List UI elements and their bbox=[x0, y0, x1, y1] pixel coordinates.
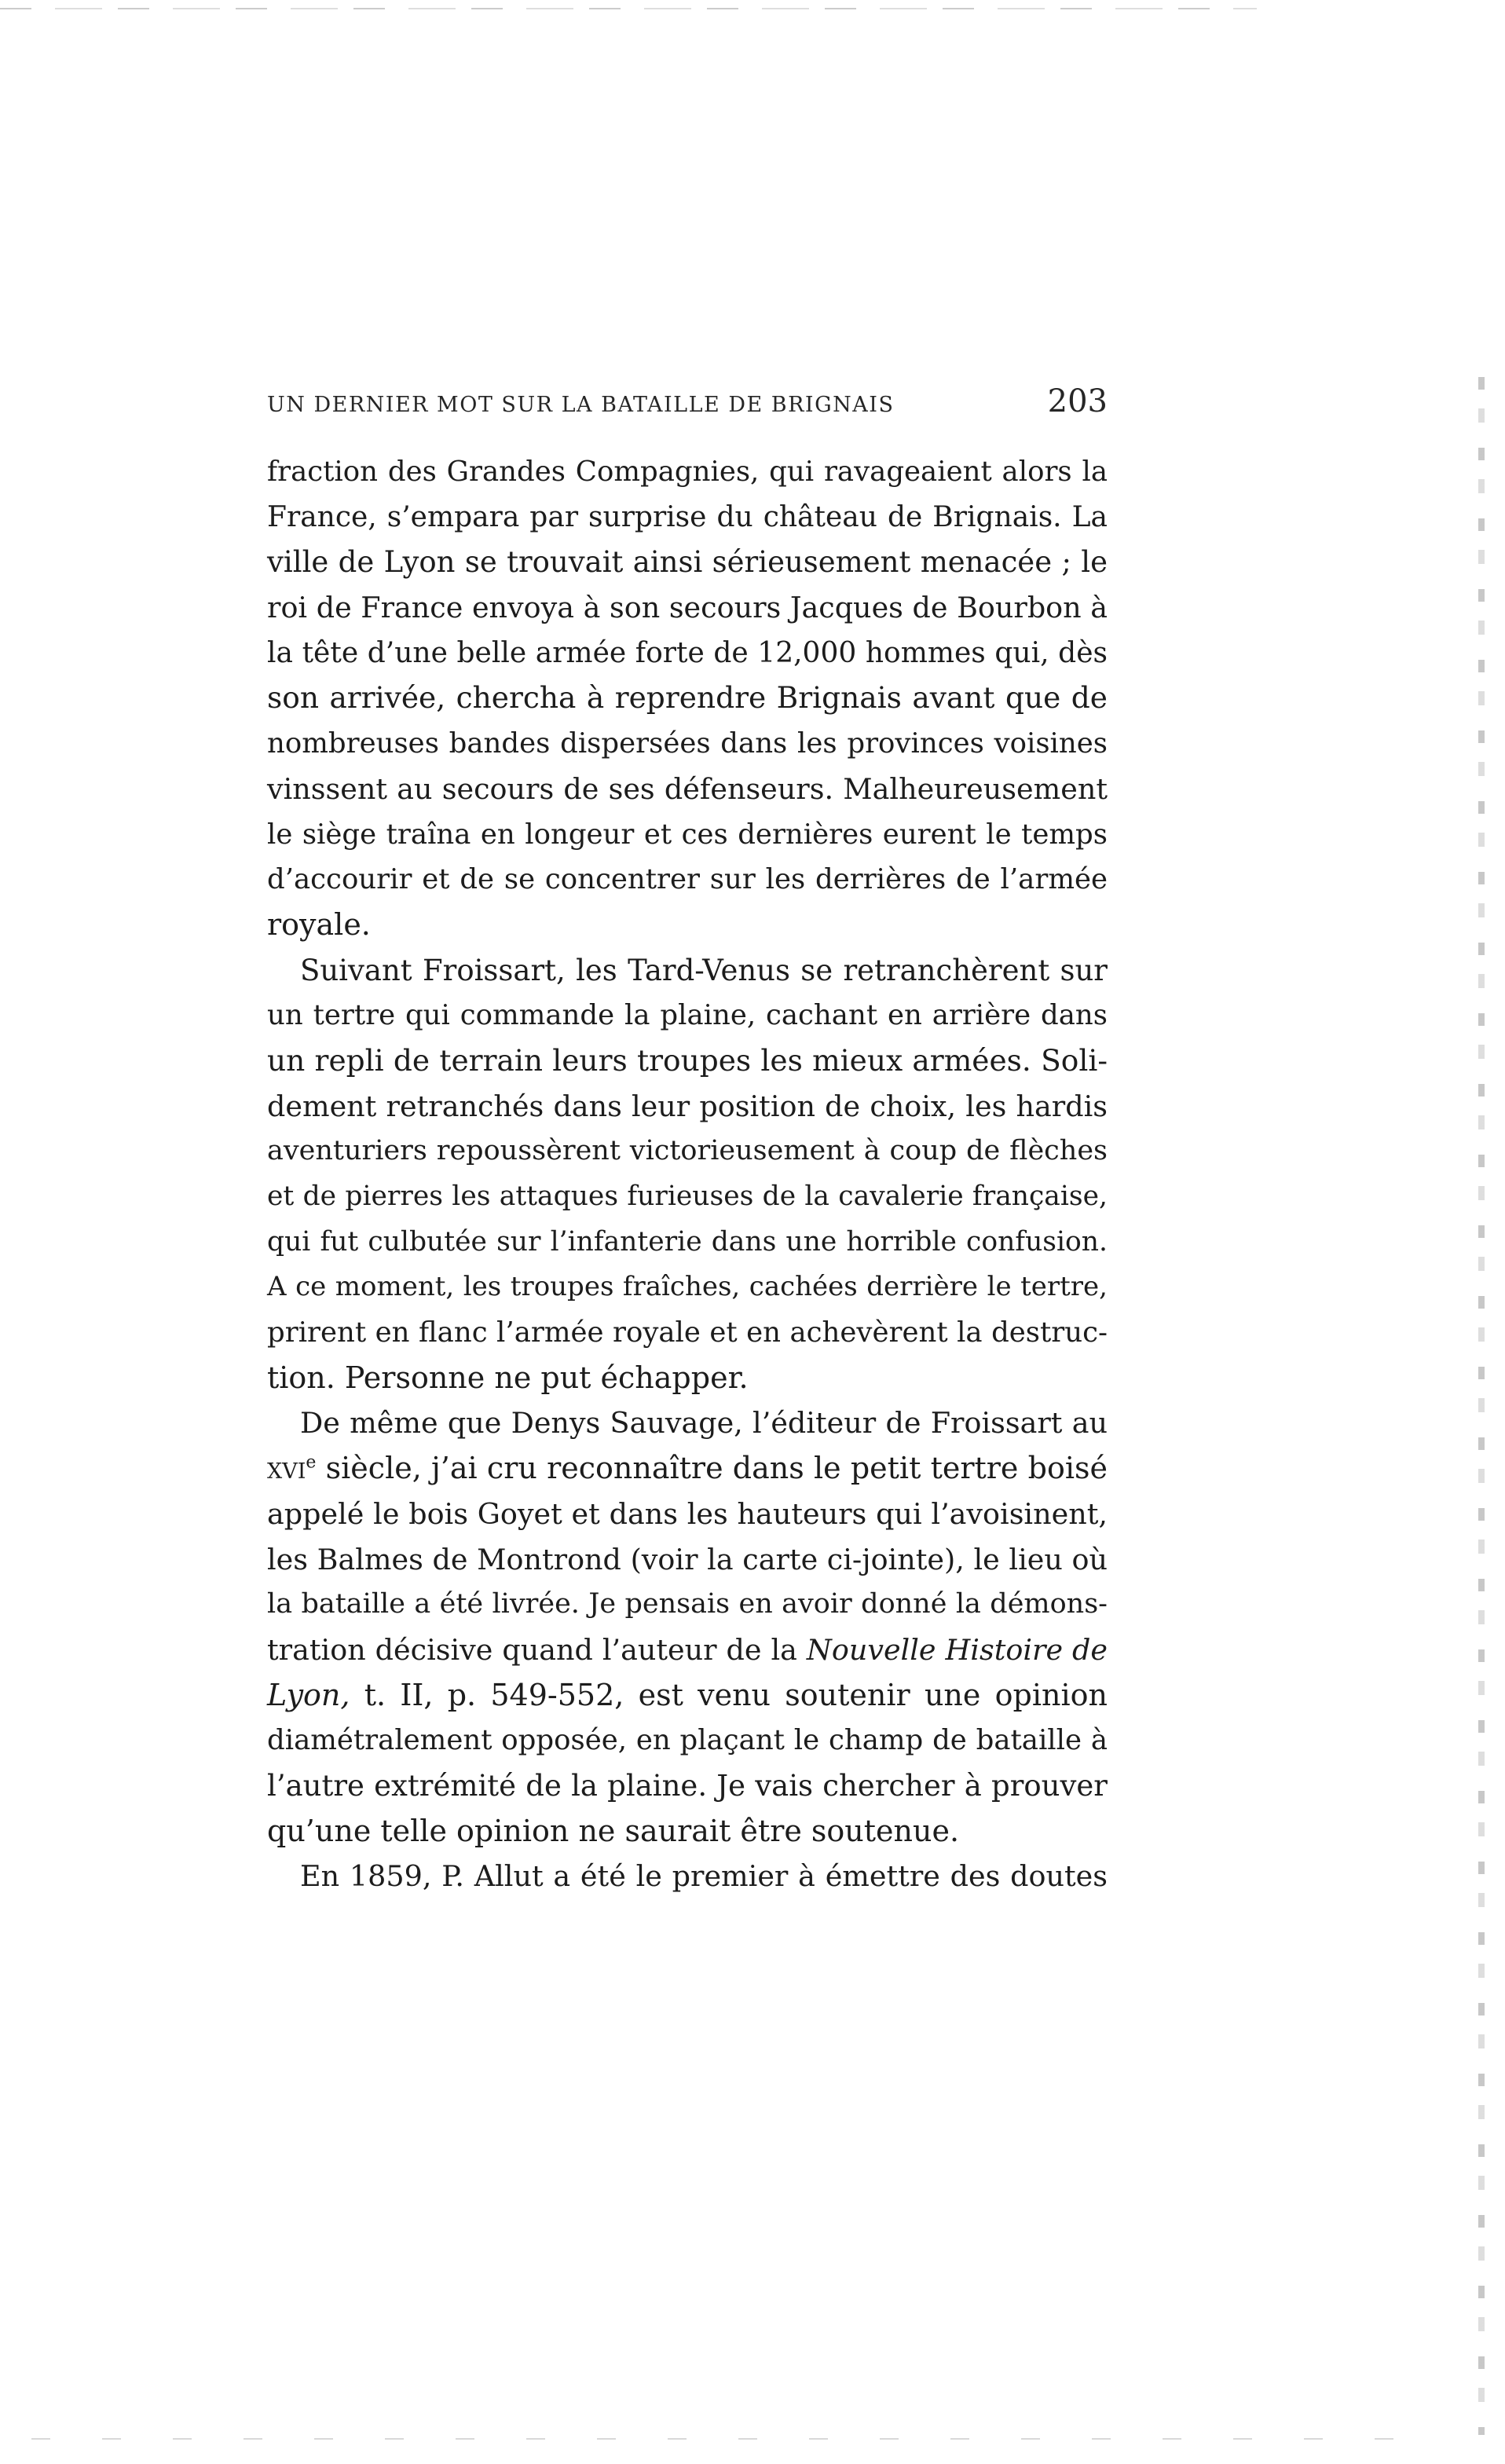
text-line: un tertre qui commande la plaine, cachant en arrière dans bbox=[267, 999, 1108, 1032]
running-title: UN DERNIER MOT SUR LA BATAILLE DE BRIGNAIS bbox=[267, 393, 895, 417]
text-line: d’accourir et de se concentrer sur les derrières de l’armée bbox=[267, 863, 1108, 896]
text-line: le siège traîna en longeur et ces dernières eurent le temps bbox=[267, 818, 1108, 851]
text-line: fraction des Grandes Compagnies, qui ravageaient alors la bbox=[267, 456, 1108, 488]
text-line: De même que Denys Sauvage, l’éditeur de Froissart au bbox=[300, 1406, 1108, 1441]
text-line: un repli de terrain leurs troupes les mieux armées. Soli- bbox=[267, 1042, 1108, 1078]
paragraph bbox=[267, 1854, 1108, 1899]
running-head bbox=[267, 383, 1108, 430]
century-numeral: xvi bbox=[267, 1451, 306, 1486]
text-line: nombreuses bandes dispersées dans les provinces voisines bbox=[267, 727, 1108, 760]
text-fragment: t. II, p. 549-552, est venu soutenir une opinion bbox=[350, 1677, 1108, 1712]
text-line: dement retranchés dans leur position de choix, les hardis bbox=[267, 1089, 1108, 1123]
text-line: l’autre extrémité de la plaine. Je vais chercher à prouver bbox=[267, 1768, 1108, 1803]
text-line: royale. bbox=[267, 906, 371, 942]
paragraph bbox=[267, 449, 1108, 948]
scan-edge-top bbox=[0, 8, 1257, 9]
paragraph bbox=[267, 948, 1108, 1401]
text-fragment: tration décisive quand l’auteur de la bbox=[267, 1632, 807, 1667]
italic-title: Nouvelle Histoire de bbox=[806, 1632, 1108, 1667]
text-line bbox=[267, 1673, 1108, 1719]
italic-title: Lyon, bbox=[267, 1677, 350, 1712]
text-line: prirent en flanc l’armée royale et en achevèrent la destruc- bbox=[267, 1316, 1108, 1349]
body-text bbox=[267, 449, 1108, 1899]
text-line: la bataille a été livrée. Je pensais en avoir donné la démons- bbox=[267, 1588, 1108, 1620]
text-line: et de pierres les attaques furieuses de la cavalerie française, bbox=[267, 1181, 1108, 1212]
text-line: diamétralement opposée, en plaçant le champ de bataille à bbox=[267, 1724, 1108, 1757]
scan-edge-right bbox=[1478, 377, 1485, 2435]
text-line: la tête d’une belle armée forte de 12,000 hommes qui, dès bbox=[267, 636, 1108, 669]
text-line: les Balmes de Montrond (voir la carte ci-jointe), le lieu où bbox=[267, 1542, 1108, 1576]
text-line: roi de France envoya à son secours Jacques de Bourbon à bbox=[267, 591, 1108, 625]
text-line: Suivant Froissart, les Tard-Venus se retranchèrent sur bbox=[300, 953, 1108, 987]
text-line: En 1859, P. Allut a été le premier à émettre des doutes bbox=[300, 1859, 1108, 1894]
scan-edge-bottom bbox=[31, 2438, 1445, 2440]
text-line: A ce moment, les troupes fraîches, cachées derrière le tertre, bbox=[267, 1271, 1108, 1303]
page-number: 203 bbox=[1047, 383, 1108, 419]
superscript: e bbox=[306, 1452, 317, 1473]
text-line: ville de Lyon se trouvait ainsi sérieusement menacée ; le bbox=[267, 545, 1108, 580]
text-fragment: siècle, j’ai cru reconnaître dans le petit tertre boisé bbox=[316, 1451, 1108, 1486]
text-line: son arrivée, chercha à reprendre Brignais avant que de bbox=[267, 680, 1108, 716]
text-line: tion. Personne ne put échapper. bbox=[267, 1360, 749, 1395]
text-line: France, s’empara par surprise du château de Brignais. La bbox=[267, 500, 1108, 533]
text-line bbox=[267, 1627, 1108, 1673]
text-line bbox=[267, 1446, 1108, 1492]
text-line: vinssent au secours de ses défenseurs. Malheureusement bbox=[267, 771, 1108, 806]
text-line: appelé le bois Goyet et dans les hauteurs qui l’avoisinent, bbox=[267, 1496, 1108, 1531]
text-line: aventuriers repoussèrent victorieusement à coup de flèches bbox=[267, 1135, 1108, 1167]
text-line: qu’une telle opinion ne saurait être soutenue. bbox=[267, 1813, 960, 1848]
text-line: qui fut culbutée sur l’infanterie dans une horrible confusion. bbox=[267, 1225, 1108, 1258]
paragraph bbox=[267, 1400, 1108, 1854]
